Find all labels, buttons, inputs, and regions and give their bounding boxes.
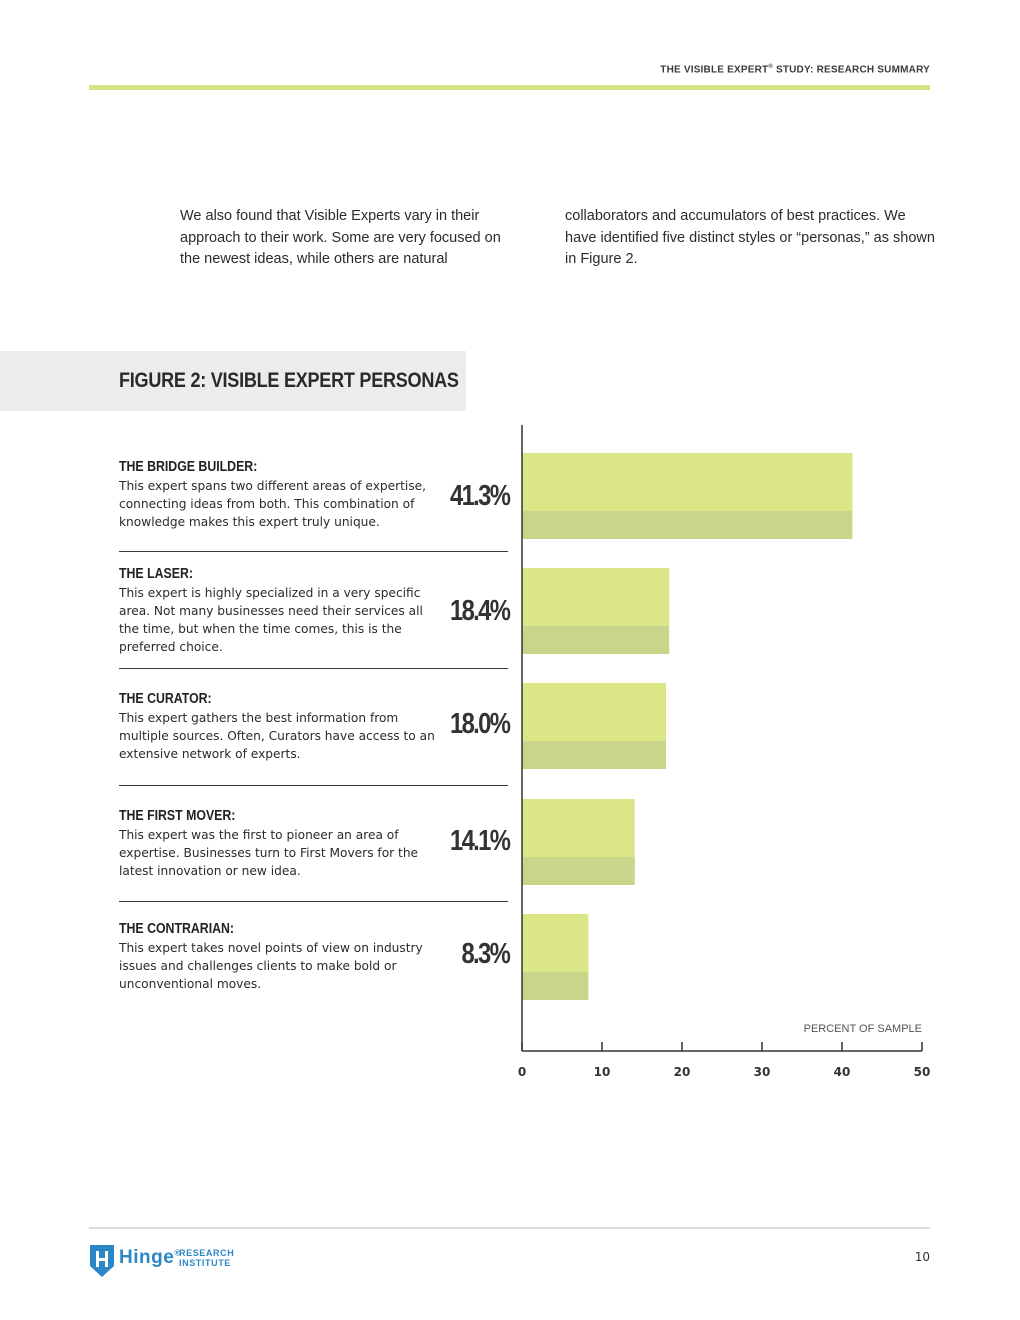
bar: [522, 568, 669, 626]
logo-registered-mark: ®: [174, 1248, 181, 1258]
persona-description: This expert takes novel points of view on industry issues and challenges clients to make bold or unconventional moves.: [119, 941, 423, 991]
x-tick-label: 40: [833, 1065, 851, 1079]
bar-shadow: [522, 511, 852, 539]
persona-name: THE FIRST MOVER:: [119, 808, 236, 824]
persona-name: THE CURATOR:: [119, 691, 212, 707]
logo-subtitle-line-1: RESEARCH: [179, 1248, 235, 1258]
x-tick-label: 50: [913, 1065, 931, 1079]
persona-description: This expert gathers the best information from multiple sources. Often, Curators have access to an extensive network of experts.: [119, 711, 435, 761]
x-tick-label: 0: [517, 1065, 527, 1079]
persona-percent: 18.0%: [449, 708, 509, 740]
hinge-logo: [89, 1244, 249, 1278]
logo-subtitle-line-2: INSTITUTE: [179, 1258, 231, 1268]
bar: [522, 683, 666, 741]
running-header-subtitle: STUDY: RESEARCH SUMMARY: [772, 64, 930, 76]
bar: [522, 453, 852, 511]
figure-title: FIGURE 2: VISIBLE EXPERT PERSONAS: [119, 369, 459, 392]
logo-brand: [119, 1247, 181, 1269]
running-header-title: THE VISIBLE EXPERT: [660, 64, 769, 76]
hinge-shield-icon: [89, 1244, 115, 1278]
bar-shadow: [522, 741, 666, 769]
footer-rule: [89, 1227, 930, 1229]
persona-name: THE LASER:: [119, 566, 193, 582]
persona-description: This expert is highly specialized in a very specific area. Not many businesses need their services all the time, but when the time comes, this is the preferred choice.: [119, 586, 423, 654]
persona-percent: 8.3%: [461, 938, 509, 970]
bar-shadow: [522, 857, 635, 885]
persona-name: THE CONTRARIAN:: [119, 921, 235, 937]
x-tick-label: 10: [593, 1065, 611, 1079]
logo-brand-name: Hinge: [119, 1247, 175, 1268]
bar: [522, 914, 588, 972]
logo-subtitle: [179, 1248, 234, 1268]
intro-paragraph-left: We also found that Visible Experts vary in their approach to their work. Some are very focused on the newest ideas, while others are natural: [180, 208, 501, 267]
page-number: 10: [914, 1250, 930, 1264]
x-axis-title: PERCENT OF SAMPLE: [803, 1023, 922, 1035]
persona-description: This expert was the first to pioneer an area of expertise. Businesses turn to First Movers for the latest innovation or new idea.: [119, 828, 419, 878]
persona-percent: 14.1%: [449, 825, 509, 857]
persona-percent: 41.3%: [449, 480, 509, 512]
persona-percent: 18.4%: [449, 595, 509, 627]
intro-paragraph-right: collaborators and accumulators of best practices. We have identified five distinct styles or “personas,” as shown in Figure 2.: [565, 208, 935, 267]
persona-description: This expert spans two different areas of expertise, connecting ideas from both. This combination of knowledge makes this expert truly unique.: [119, 479, 427, 529]
registered-mark: ®: [768, 64, 773, 70]
bar-shadow: [522, 972, 588, 1000]
x-tick-label: 20: [673, 1065, 691, 1079]
bar: [522, 799, 635, 857]
persona-name: THE BRIDGE BUILDER:: [119, 459, 258, 475]
bar-shadow: [522, 626, 669, 654]
x-tick-label: 30: [753, 1065, 771, 1079]
